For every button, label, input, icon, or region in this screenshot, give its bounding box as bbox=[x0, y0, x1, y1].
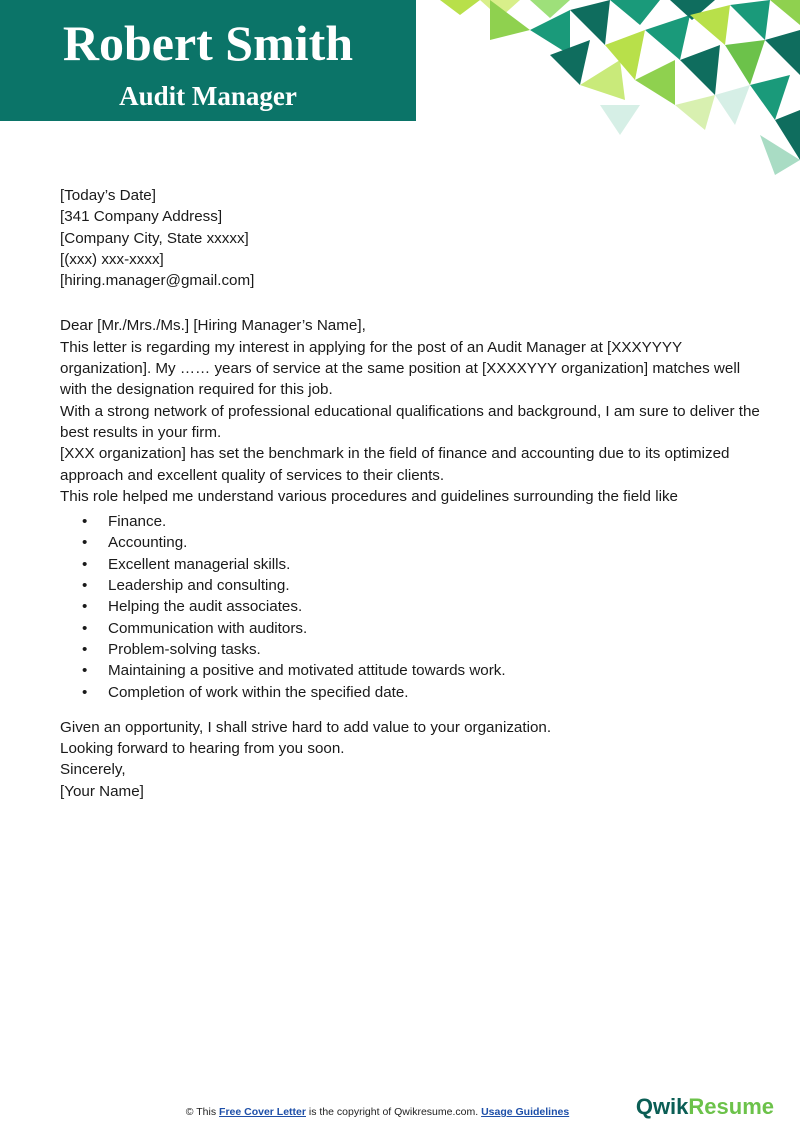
paragraph: This role helped me understand various procedures and guidelines surrounding the field like bbox=[60, 487, 679, 505]
letter-date: [Today’s Date] bbox=[60, 187, 156, 204]
paragraph: Given an opportunity, I shall strive hard to add value to your organization. bbox=[60, 718, 552, 736]
address-line: [Company City, State xxxxx] bbox=[60, 229, 249, 247]
list-item: • Excellent managerial skills. bbox=[82, 555, 291, 573]
paragraph: [XXX organization] has set the benchmark in the field of finance and accounting due to its optimized approach and excellent quality of services to their clients. bbox=[60, 445, 730, 484]
paragraph: This letter is regarding my interest in applying for the post of an Audit Manager at [XXXYYYY organization]. My …… years of service at the same position at [XXXXYYY organization] matches well with the designation required for this job. bbox=[60, 338, 741, 399]
signature: [Your Name] bbox=[60, 782, 144, 800]
address-line: [341 Company Address] bbox=[60, 208, 223, 226]
free-cover-letter-link[interactable]: Free Cover Letter bbox=[219, 1106, 306, 1118]
list-item: • Problem-solving tasks. bbox=[82, 640, 261, 658]
list-item: • Maintaining a positive and motivated attitude towards work. bbox=[82, 662, 506, 680]
list-item: • Accounting. bbox=[82, 534, 188, 552]
copyright-footer: © This Free Cover Letter is the copyright of Qwikresume.com. Usage Guidelines bbox=[185, 1106, 570, 1118]
closing: Sincerely, bbox=[60, 761, 126, 779]
salutation: Dear [Mr./Mrs./Ms.] [Hiring Manager’s Name], bbox=[60, 317, 366, 335]
triangle-pattern-decoration bbox=[430, 0, 800, 175]
list-item: • Helping the audit associates. bbox=[82, 598, 303, 616]
skills-list bbox=[60, 511, 760, 703]
address-line: [(xxx) xxx-xxxx] bbox=[60, 250, 164, 268]
paragraph: With a strong network of professional educational qualifications and background, I am sure to deliver the best results in your firm. bbox=[60, 402, 760, 441]
applicant-title: Audit Manager bbox=[119, 81, 297, 111]
recipient-address bbox=[60, 206, 760, 291]
list-item: • Leadership and consulting. bbox=[82, 577, 290, 595]
paragraph: Looking forward to hearing from you soon. bbox=[60, 740, 345, 758]
address-line: [hiring.manager@gmail.com] bbox=[60, 272, 255, 290]
qwikresume-logo: QwikResume bbox=[635, 1094, 774, 1119]
list-item: • Communication with auditors. bbox=[82, 619, 308, 637]
list-item: • Finance. bbox=[82, 513, 167, 531]
list-item: • Completion of work within the specified date. bbox=[82, 683, 409, 701]
usage-guidelines-link[interactable]: Usage Guidelines bbox=[481, 1106, 570, 1118]
applicant-name: Robert Smith bbox=[62, 15, 354, 71]
letter-body bbox=[60, 185, 760, 802]
